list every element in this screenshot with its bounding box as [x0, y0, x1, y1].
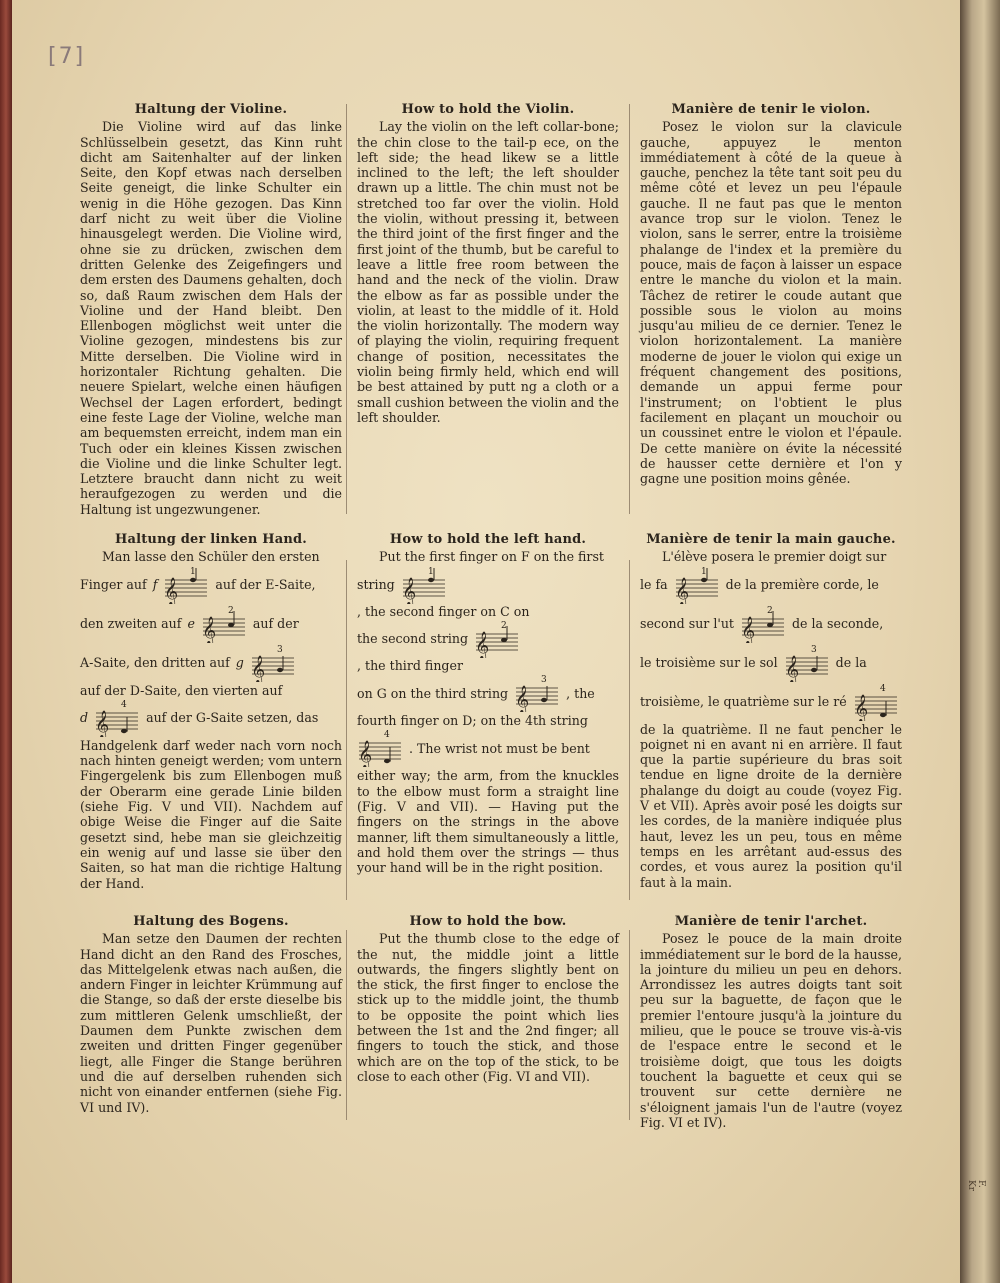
german-bow-section [80, 914, 342, 1115]
english-bow-text: Put the thumb close to the edge of the nut, the middle joint a little outwards, the fingers slightly bent on the stick, the first finger to enclose the stick up to the middle joint, the thumb to be opposite the point which lies between the 1st and the 2nd finger; all fingers to touch the stick, and those which are on the top of the stick, to be close to each other (Fig. VI and VII). [357, 931, 619, 1084]
english-note-line-4: fourth finger on D; on the 4th string [357, 713, 588, 729]
german-bow-text: Man setze den Daumen der rechten Hand dicht an den Rand des Frosches, das Mittelgelenk etwas nach außen, die andern Finger in leichter Krümmung auf die Stange, so daß der erste dieselbe bis zum mittleren Gelenk umschließt, der Daumen dem Punkte zwischen dem zweiten und dritten Finger gegenüber liegt, alle Finger die Stange berühren und die auf derselben ruhenden sich nicht von einander entfernen (siehe Fig. VI und IV). [80, 931, 342, 1115]
svg-text:𝄞: 𝄞 [784, 654, 799, 682]
french-note-line-3: le troisième sur le sol 𝄞 3 de la [640, 644, 867, 682]
svg-text:𝄞: 𝄞 [201, 615, 217, 643]
french-note-line-4: troisième, le quatrième sur le ré 𝄞 4 [640, 683, 902, 721]
note-g-finger-3-icon [784, 644, 830, 682]
column-divider-3 [346, 560, 347, 900]
french-bow-text: Posez le pouce de la main droite immédiatement sur le bord de la hausse, la jointure du milieu un peu en dehors. Arrondissez les autres doigts tant soit peu sur la baguette, de façon que le premier l'entoure jusqu'à la jointure du milieu, que le pouce se trouve vis-à-vis de l'espace entre le second et le troisième doigt, que tous les doigts touchent la baguette et ceux qui se trouvent sur cette dernière ne s'éloignent jamais l'un de l'autre (voyez Fig. VI et IV). [640, 931, 902, 1130]
page-number: [7] [48, 44, 86, 69]
french-violin-text: Posez le violon sur la clavicule gauche, appuyez le menton immédiatement à côté de la queue à gauche, penchez la tête tant soit peu du même côté et levez un peu l'épaule gauche. Il ne faut pas que le menton avance trop sur le violon. Tenez le violon, sans le serrer, entre la troisième phalange de l'index et la première du pouce, mais de façon à laisser un espace entre le manche du violon et la main. Tâchez de retirer le coude autant que possible sous le violon au moins jusqu'au milieu de ce dernier. Tenez le violon horizontalement. La manière moderne de jouer le violon qui exige un fréquent changement des positions, demande un appui ferme pour l'instrument; on l'obtient le plus facilement en plaçant un mouchoir ou un coussinet entre le violon et l'épaule. De cette manière on évite la nécessité de hausser cette dernière et l'on y gagne une position moins gênée. [640, 119, 902, 487]
english-violin-section [357, 102, 619, 425]
note-f-finger-1-icon [163, 566, 209, 604]
note-c-finger-2-icon [474, 620, 520, 658]
english-left-hand-title: How to hold the left hand. [389, 532, 587, 547]
column-divider-1 [346, 104, 347, 514]
german-note-line-3: A-Saite, den dritten auf g 𝄞 3 [80, 644, 342, 682]
german-violin-section [80, 102, 342, 517]
note-c-finger-2-icon [740, 605, 786, 643]
note-d-finger-4-icon [357, 729, 403, 767]
svg-text:𝄞: 𝄞 [674, 576, 689, 604]
svg-text:4: 4 [879, 683, 886, 694]
svg-text:𝄞: 𝄞 [515, 685, 530, 713]
note-g-finger-3-icon [514, 674, 560, 712]
column-divider-5 [346, 930, 347, 1120]
svg-text:𝄞: 𝄞 [358, 740, 373, 768]
svg-text:3: 3 [810, 644, 817, 655]
note-f-finger-1-icon [401, 566, 447, 604]
french-bow-section [640, 914, 902, 1130]
book-binding [0, 0, 12, 1283]
german-violin-text: Die Violine wird auf das linke Schlüsselbein gesetzt, das Kinn ruht dicht am Saitenhalter auf der linken Seite, den Kopf etwas nach derselben Seite geneigt, die linke Schulter ein wenig in die Höhe gezogen. Das Kinn darf nicht zu weit über die Violine hinausgelegt werden. Die Violine wird, ohne sie zu drücken, zwischen dem dritten Gelenke des Zeigefingers und dem ersten des Daumens gehalten, doch so, daß Raum zwischen dem Hals der Violine und der Hand bleibt. Den Ellenbogen möglichst weit unter die Violine gezogen, mindestens bis zur Mitte derselben. Die Violine wird in horizontaler Richtung gehalten. Die neuere Spielart, welche einen häufigen Wechsel der Lagen erfordert, bedingt eine feste Lage der Violine, welche man am bequemsten erreicht, indem man ein Tuch oder ein kleines Kissen zwischen die Violine und die linke Schulter legt. Letztere braucht dann nicht zu weit heraufgezogen zu werden und die Haltung ist ungezwungener. [80, 119, 342, 517]
svg-text:𝄞: 𝄞 [853, 693, 868, 721]
svg-text:4: 4 [384, 730, 390, 741]
column-divider-6 [629, 930, 630, 1120]
svg-text:𝄞: 𝄞 [741, 615, 756, 643]
column-divider-2 [629, 104, 630, 514]
english-bow-section [357, 914, 619, 1084]
german-left-hand-title: Haltung der linken Hand. [114, 532, 308, 547]
column-divider-4 [629, 560, 630, 900]
svg-text:2: 2 [501, 620, 507, 631]
french-violin-title: Manière de tenir le violon. [671, 102, 871, 117]
svg-text:3: 3 [541, 675, 547, 686]
english-note-line-3: on G on the third string 𝄞 3 , the [357, 675, 595, 713]
french-left-hand-text: de la quatrième. Il ne faut pencher le poignet ni en avant ni en arrière. Il faut que la partie supérieure du bras soit tendue en ligne droite de la dernière phalange du doigt au coude (voyez Fig. V et VII). Après avoir posé les doigts sur les cordes, de la manière indiquée plus haut, levez les un peu, tous en même temps en les arrêtant aud-essus des cordes, et vous aurez la position qu'il faut à la main. [640, 721, 902, 890]
binder-stamp: F. Kr [966, 1180, 986, 1192]
english-note-line-2: the second string 𝄞 2 , the third finger [357, 620, 619, 673]
svg-text:1: 1 [427, 566, 434, 577]
english-left-hand-text: either way; the arm, from the knuckles to the elbow must form a straight line (Fig. V and VII). — Having put the fingers on the strings in the above manner, lift them simultaneously a little, and hold them over the strings — thus your hand will be in the right position. [357, 768, 619, 876]
french-bow-title: Manière de tenir l'archet. [674, 914, 868, 929]
svg-text:4: 4 [121, 699, 127, 710]
note-d-finger-4-icon [94, 699, 140, 737]
english-note-line-5: 𝄞 4 . The wrist not must be bent [358, 730, 590, 768]
french-violin-section [640, 102, 902, 486]
english-violin-text: Lay the violin on the left collar-bone; the chin close to the tail-p ece, on the left side; the head likew se a little inclined to the left; the left shoulder drawn up a little. The chin must not be stretched too far over the violin. Hold the violin, without pressing it, between the third joint of the first finger and the first joint of the thumb, but be careful to leave a little free room between the hand and the neck of the violin. Draw the elbow as far as possible under the violin, at least to the middle of it. Hold the violin horizontally. The modern way of playing the violin, requiring frequent change of position, necessitates the violin being firmly held, which end will be best attained by putt ng a cloth or a small cushion between the violin and the left shoulder. [357, 119, 619, 425]
svg-text:𝄞: 𝄞 [475, 630, 490, 658]
svg-text:1: 1 [700, 566, 707, 577]
note-f-finger-1-icon [674, 566, 720, 604]
svg-text:3: 3 [276, 644, 283, 655]
english-left-hand-section [357, 532, 619, 876]
french-left-hand-section [640, 532, 902, 890]
english-note-line-1: string 𝄞 1 , the second finger on C on [357, 566, 530, 619]
german-left-hand-intro: Man lasse den Schüler den ersten [102, 549, 320, 565]
svg-text:𝄞: 𝄞 [95, 709, 110, 737]
german-left-hand-text: Handgelenk darf weder nach vorn noch nach hinten geneigt werden; vom untern Fingergelenk bis zum Ellenbogen muß der Oberarm eine gerade Linie bilden (siehe Fig. V und VII). Nachdem auf obige Weise die Finger auf die Saite gesetzt sind, hebe man sie gleichzeitig ein wenig auf und lasse sie über den Saiten, so hat man die richtige Haltung der Hand. [80, 737, 342, 891]
svg-text:2: 2 [227, 605, 234, 616]
note-c-finger-2-icon [201, 605, 247, 643]
svg-text:𝄞: 𝄞 [164, 576, 179, 604]
next-page-edge [960, 0, 1000, 1283]
french-note-line-2: second sur l'ut 𝄞 2 de la seconde, [640, 605, 884, 643]
german-note-line-2: den zweiten auf e 𝄞 2 auf der [80, 605, 299, 643]
german-note-line-1: Finger auf f 𝄞 1 auf der E-Saite, [80, 566, 316, 604]
french-left-hand-title: Manière de tenir la main gauche. [646, 532, 896, 547]
german-left-hand-section [80, 532, 342, 891]
french-note-line-1: le fa 𝄞 1 de la première corde, le [640, 566, 879, 604]
svg-text:𝄞: 𝄞 [250, 654, 265, 682]
english-left-hand-intro: Put the first finger on F on the first [379, 549, 604, 565]
german-violin-title: Haltung der Violine. [134, 102, 288, 117]
note-g-finger-3-icon [250, 644, 296, 682]
svg-text:1: 1 [190, 566, 197, 577]
german-note-line-4: auf der D-Saite, den vierten auf [80, 682, 283, 698]
svg-text:𝄞: 𝄞 [401, 576, 416, 604]
german-note-line-5: d 𝄞 4 auf der G-Saite setzen, das [80, 699, 319, 737]
english-violin-title: How to hold the Violin. [401, 102, 575, 117]
english-bow-title: How to hold the bow. [409, 914, 567, 929]
german-bow-title: Haltung des Bogens. [133, 914, 289, 929]
svg-text:2: 2 [767, 605, 773, 616]
french-left-hand-intro: L'élève posera le premier doigt sur [662, 549, 887, 565]
note-d-finger-4-icon [853, 683, 899, 721]
